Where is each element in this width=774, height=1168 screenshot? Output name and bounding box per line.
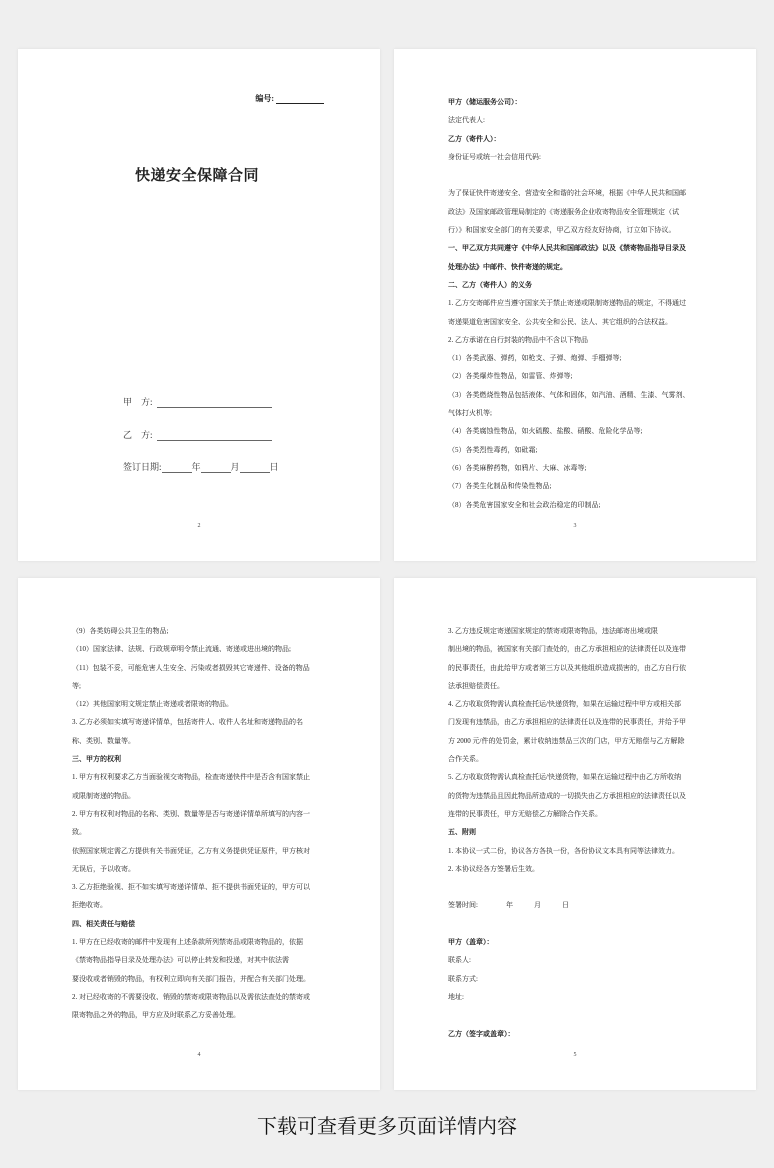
paragraph-line: （12）其他国家明文规定禁止寄递或者限寄的物品。 — [72, 700, 233, 709]
paragraph-line: 3. 乙方拒绝验视、拒不如实填写寄递详情单、拒不提供书面凭证的，甲方可以 — [72, 883, 310, 892]
paragraph-line: （10）国家法律、法规、行政规章明令禁止流通、寄递或进出境的物品; — [72, 645, 291, 654]
document-page-cover — [18, 49, 380, 561]
page-number: 2 — [197, 523, 201, 529]
paragraph-line: 4. 乙方收取货物需认真检查托运/快递货物，如果在运输过程中甲方或相关部 — [448, 700, 681, 709]
paragraph-line: （2）各类爆炸性物品，如雷管、炸弹等; — [448, 372, 573, 381]
paragraph-line: 2. 乙方承诺在自行封装的物品中不含以下物品 — [448, 335, 588, 344]
paragraph-line — [448, 915, 712, 933]
page-number: 4 — [197, 1052, 201, 1058]
paragraph-line: 行）》和国家安全部门的有关要求，甲乙双方经友好协商，订立如下协议。 — [448, 226, 676, 235]
section-heading: 乙方（签字或盖章）： — [448, 1029, 515, 1038]
month-label: 月 — [230, 462, 240, 472]
section-heading: 甲方（储运服务公司）： — [448, 98, 522, 106]
paragraph-line: 寄递渠道危害国家安全、公共安全和公民、法人、其它组织的合法权益。 — [448, 317, 672, 326]
paragraph-line: 无误后，予以收寄。 — [72, 864, 135, 873]
paragraph-line: 连带的民事责任，甲方无赔偿乙方解除合作关系。 — [448, 809, 602, 818]
section-heading: 乙方（寄件人）： — [448, 134, 501, 143]
paragraph-line: 限寄物品之外的物品，甲方应及时联系乙方妥善处理。 — [72, 1011, 240, 1020]
page-body — [448, 93, 712, 514]
sign-date-field — [123, 460, 279, 473]
contract-number-blank — [276, 95, 324, 104]
section-heading: 四、相关责任与赔偿 — [72, 919, 135, 928]
paragraph-line: 5. 乙方收取货物需认真检查托运/快递货物，如果在运输过程中由乙方所收纳 — [448, 773, 681, 782]
paragraph-line: （8）各类危害国家安全和社会政治稳定的印制品; — [448, 500, 601, 509]
paragraph-line: 的货物为违禁品且因此物品所造成的一切损失由乙方承担相应的法律责任以及 — [448, 791, 686, 800]
paragraph-line: 联系人: — [448, 956, 471, 965]
paragraph-line — [448, 166, 712, 184]
paragraph-line: （9）各类妨碍公共卫生的物品; — [72, 627, 169, 635]
paragraph-line: 1. 甲方有权利要求乙方当面验视交寄物品，检查寄递快件中是否含有国家禁止 — [72, 773, 310, 782]
paragraph-line — [448, 878, 712, 896]
paragraph-line: 法承担赔偿责任。 — [448, 681, 504, 690]
section-heading: 二、乙方（寄件人）的义务 — [448, 280, 532, 289]
paragraph-line: 2. 甲方有权利对物品的名称、类别、数量等是否与寄递详情单所填写的内容一 — [72, 809, 310, 818]
paragraph-line: 政法》及国家邮政管理局制定的《寄递服务企业收寄物品安全管理规定（试 — [448, 207, 679, 216]
paragraph-line: 或限制寄递的物品。 — [72, 791, 135, 800]
paragraph-line: （6）各类麻醉药物，如鸦片、大麻、冰毒等; — [448, 463, 587, 472]
paragraph-line: 1. 本协议一式二份，协议各方各执一份，各份协议文本具有同等法律效力。 — [448, 846, 679, 855]
party-b-label: 乙 方: — [123, 430, 153, 440]
paragraph-line: 地址: — [448, 992, 464, 1001]
paragraph-line: （1）各类武器、弹药，如枪支、子弹、炮弹、手榴弹等; — [448, 354, 622, 363]
paragraph-line: 依照国家规定需乙方提供有关书面凭证，乙方有义务提供凭证原件，甲方核对 — [72, 846, 310, 855]
document-page-2 — [394, 49, 756, 561]
paragraph-line: 2. 本协议经各方签署后生效。 — [448, 864, 539, 873]
paragraph-line: 2. 对已经收寄的不需要没收、销毁的禁寄或限寄物品以及需依法查处的禁寄或 — [72, 992, 310, 1001]
paragraph-line: （4）各类腐蚀性物品，如火硫酸、盐酸、硝酸、危险化学品等; — [448, 427, 643, 436]
paragraph-line: 要没收或者销毁的物品，有权利立即向有关部门报告，并配合有关部门处理。 — [72, 974, 310, 983]
paragraph-line: 身份证号或统一社会信用代码: — [448, 152, 541, 161]
paragraph-line: 法定代表人: — [448, 116, 485, 125]
party-b-blank — [157, 431, 272, 441]
page-number: 3 — [573, 523, 577, 529]
paragraph-line: 气体打火机等; — [448, 409, 492, 418]
paragraph-line: 《禁寄物品指导目录及处理办法》可以停止转发和投递，对其中依法需 — [72, 956, 289, 965]
paragraph-line: 的民事责任，由此给甲方或者第三方以及其他组织造成损害的，由乙方自行依 — [448, 663, 686, 672]
month-blank — [201, 463, 231, 473]
year-blank — [162, 463, 192, 473]
paragraph-line: （7）各类生化制品和传染性物品; — [448, 482, 552, 491]
paragraph-line: 3. 乙方违反规定寄递国家规定的禁寄或限寄物品，违法邮寄出境或限 — [448, 627, 658, 635]
paragraph-line: 等; — [72, 681, 81, 690]
day-blank — [240, 463, 270, 473]
paragraph-line: 1. 乙方交寄邮件应当遵守国家关于禁止寄递或限制寄递物品的规定，不得通过 — [448, 299, 686, 308]
party-a-label: 甲 方: — [123, 397, 153, 407]
party-a-blank — [157, 398, 272, 408]
paragraph-line: （5）各类烈性毒药，如砒霜; — [448, 445, 538, 454]
paragraph-line — [448, 1006, 712, 1024]
paragraph-line: 联系方式: — [448, 974, 478, 983]
section-heading: 甲方（盖章）： — [448, 938, 494, 947]
paragraph-line: 1. 甲方在已经收寄的邮件中发现有上述条款所列禁寄品或限寄物品的，依据 — [72, 938, 303, 947]
paragraph-line: 方 2000 元/件的处罚金，累计收纳违禁品三次的门店，甲方无赔偿与乙方解除 — [448, 736, 685, 745]
section-heading: 三、甲方的权利 — [72, 755, 121, 764]
paragraph-line: 称、类别、数量等。 — [72, 736, 135, 745]
contract-number-label: 编号: — [255, 94, 274, 103]
day-label: 日 — [269, 462, 279, 472]
section-heading: 一、甲乙双方共同遵守《中华人民共和国邮政法》以及《禁寄物品指导目录及 — [448, 244, 686, 253]
page-number: 5 — [573, 1052, 577, 1058]
paragraph-line: 制出境的物品，被国家有关部门查处的，由乙方承担相应的法律责任以及连带 — [448, 645, 686, 654]
contract-number-field — [255, 93, 324, 104]
section-heading: 五、附则 — [448, 828, 476, 837]
paragraph-line: 为了保证快件寄递安全、营造安全和谐的社会环境，根据《中华人民共和国邮 — [448, 189, 686, 198]
section-heading: 处理办法》中邮件、快件寄递的规定。 — [448, 262, 567, 271]
paragraph-line: （11）包装不妥，可能危害人生安全、污染或者损毁其它寄递件、设备的物品 — [72, 663, 310, 672]
paragraph-line: 签署时间: 年 月 日 — [448, 901, 569, 910]
paragraph-line: 合作关系。 — [448, 755, 483, 764]
document-page-4 — [394, 578, 756, 1090]
year-label: 年 — [191, 462, 201, 472]
sign-date-label: 签订日期: — [123, 462, 162, 472]
page-body — [448, 622, 712, 1043]
paragraph-line: 门发现有违禁品，由乙方承担相应的法律责任以及连带的民事责任，并给予甲 — [448, 718, 686, 727]
page-body — [72, 622, 336, 1025]
party-a-field — [123, 395, 272, 408]
document-title: 快递安全保障合同 — [135, 168, 260, 184]
document-page-3 — [18, 578, 380, 1090]
download-more-banner[interactable]: 下载可查看更多页面详情内容 — [257, 1114, 517, 1138]
paragraph-line: 致。 — [72, 828, 86, 837]
party-b-field — [123, 428, 272, 441]
paragraph-line: 3. 乙方必须如实填写寄递详情单，包括寄件人、收件人名址和寄递物品的名 — [72, 718, 303, 727]
paragraph-line: （3）各类燃烧性物品包括液体、气体和固体，如汽油、酒精、生漆、气雾剂、 — [448, 390, 690, 399]
paragraph-line: 拒绝收寄。 — [72, 901, 107, 910]
